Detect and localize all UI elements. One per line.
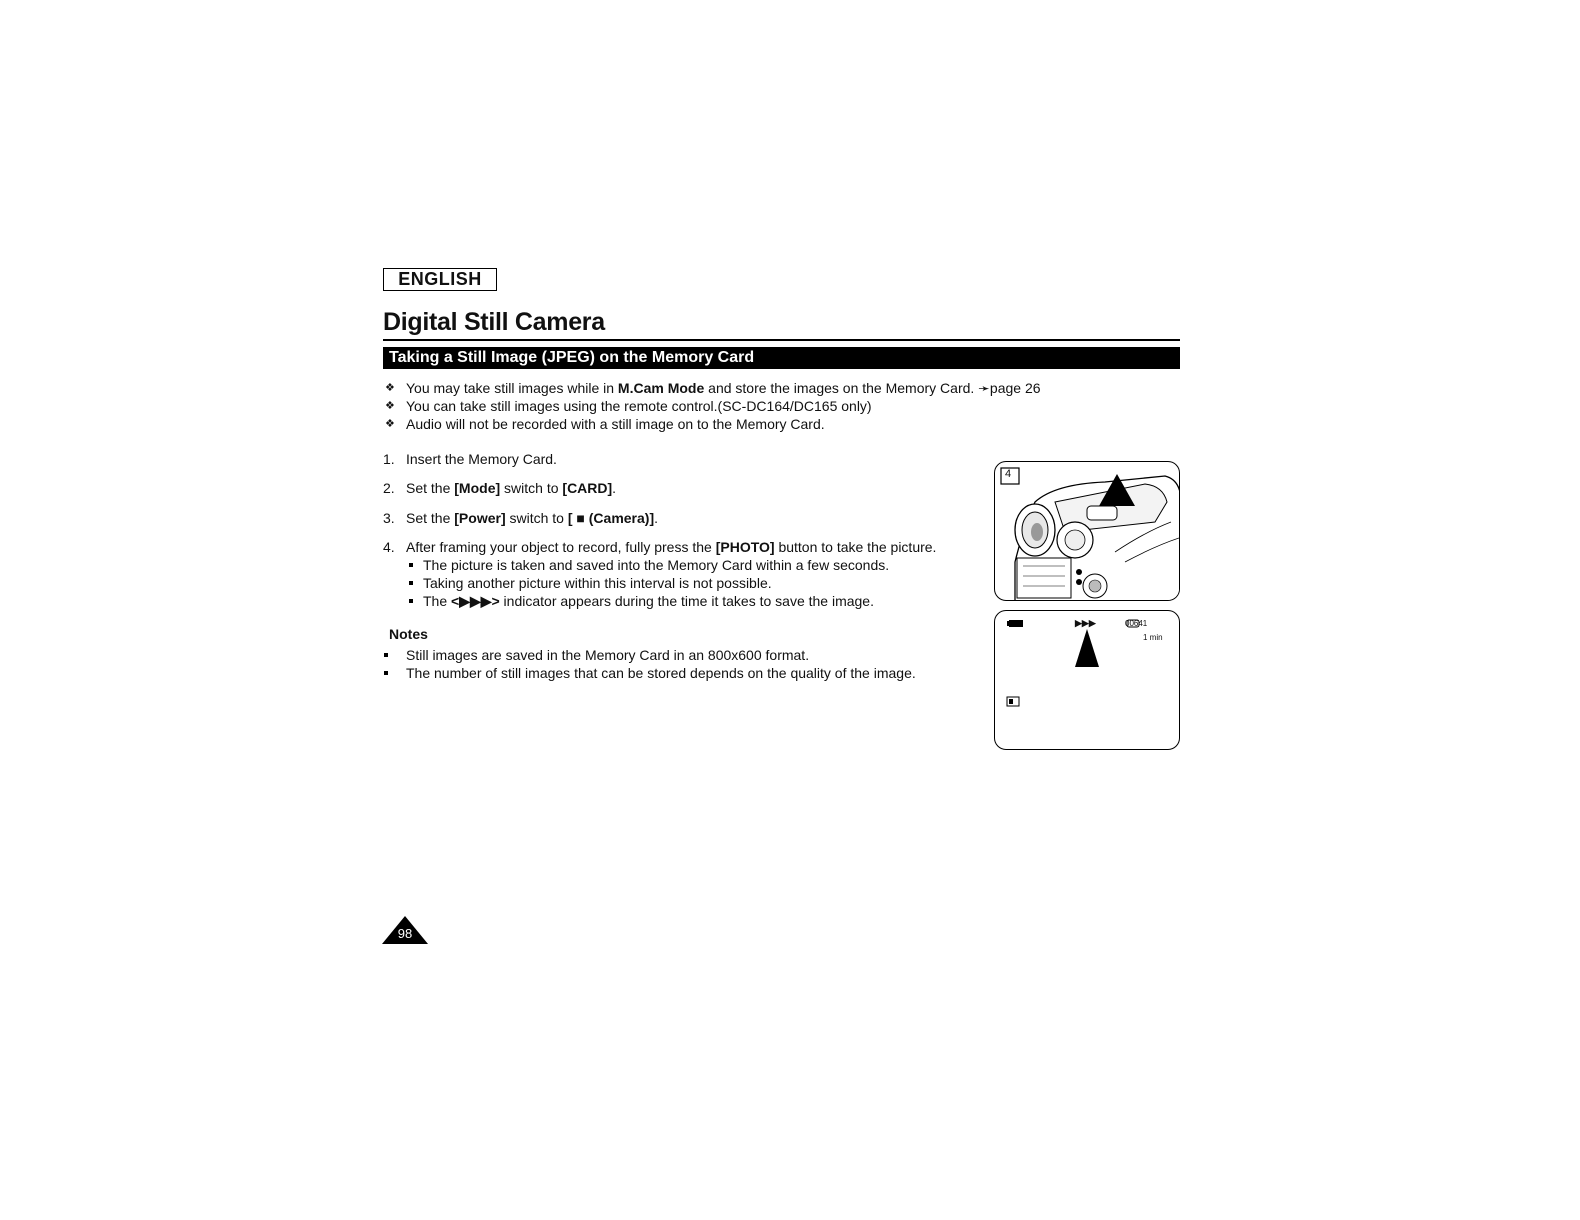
sub-text: indicator appears during the time it takes to save the image. [499, 593, 874, 609]
intro-item [383, 379, 1041, 397]
sub-text: The [423, 593, 452, 609]
step-bold: [Mode] [454, 480, 501, 496]
step-number: 1. [383, 451, 395, 467]
step-item [383, 450, 936, 468]
diamond-bullet-icon: ❖ [385, 418, 395, 430]
intro-text: You may take still images while in [406, 380, 618, 396]
step-bold: [PHOTO] [715, 539, 775, 555]
sub-item [406, 556, 936, 574]
lcd-display-illustration [994, 610, 1180, 750]
step-bold: [CARD] [562, 480, 613, 496]
steps-list [383, 450, 936, 610]
image-counter: 00641 [1125, 619, 1148, 628]
square-bullet-icon [409, 599, 413, 603]
step-text: Set the [406, 510, 455, 526]
step-bold: [Power] [454, 510, 506, 526]
step-text: button to take the picture. [774, 539, 937, 555]
intro-text: You can take still images using the remote control.(SC-DC164/DC165 only) [406, 398, 872, 414]
note-item [383, 646, 916, 664]
saving-indicator: ▶▶▶ [1075, 618, 1096, 628]
notes-heading: Notes [389, 626, 428, 642]
note-text: Still images are saved in the Memory Card in an 800x600 format. [406, 647, 810, 663]
step-number: 2. [383, 480, 395, 496]
camcorder-drawing [995, 462, 1180, 601]
title-divider [383, 339, 1180, 341]
page-number: 98 [397, 926, 413, 941]
intro-text: Audio will not be recorded with a still image on to the Memory Card. [406, 416, 825, 432]
step-item [383, 538, 936, 610]
step-text: After framing your object to record, fully press the [406, 539, 716, 555]
section-heading: Taking a Still Image (JPEG) on the Memory Card [383, 347, 1180, 369]
square-bullet-icon [384, 653, 388, 657]
notes-list [383, 646, 916, 682]
note-item [383, 664, 916, 682]
language-label: ENGLISH [383, 268, 497, 291]
sub-item [406, 592, 936, 610]
square-bullet-icon [384, 671, 388, 675]
step-number: 4. [383, 539, 395, 555]
step-item [383, 509, 936, 527]
sub-bold: <▶▶▶> [451, 593, 500, 609]
step-text: . [654, 510, 658, 526]
sub-text: The picture is taken and saved into the Memory Card within a few seconds. [423, 557, 890, 573]
intro-item [383, 415, 1041, 433]
diamond-bullet-icon: ❖ [385, 382, 395, 394]
page-title: Digital Still Camera [383, 308, 605, 336]
intro-item [383, 397, 1041, 415]
square-bullet-icon [409, 581, 413, 585]
remaining-time: 1 min [1143, 633, 1163, 642]
step-text: Insert the Memory Card. [406, 451, 557, 467]
camcorder-illustration [994, 461, 1180, 601]
note-text: The number of still images that can be stored depends on the quality of the image. [406, 665, 916, 681]
sub-item [406, 574, 936, 592]
step-text: . [612, 480, 617, 496]
intro-text: and store the images on the Memory Card. ➛page 26 [704, 380, 1041, 396]
step-label: 4 [1005, 468, 1012, 480]
intro-bold: M.Cam Mode [617, 380, 705, 396]
step-bold: [ ■ (Camera)] [567, 510, 655, 526]
step-text: switch to [505, 510, 568, 526]
lcd-drawing [995, 611, 1180, 750]
step-number: 3. [383, 510, 395, 526]
square-bullet-icon [409, 563, 413, 567]
intro-list [383, 379, 1041, 433]
diamond-bullet-icon: ❖ [385, 400, 395, 412]
step-text: Set the [406, 480, 455, 496]
step-item [383, 479, 936, 497]
step-text: switch to [500, 480, 563, 496]
sub-text: Taking another picture within this interval is not possible. [423, 575, 772, 591]
